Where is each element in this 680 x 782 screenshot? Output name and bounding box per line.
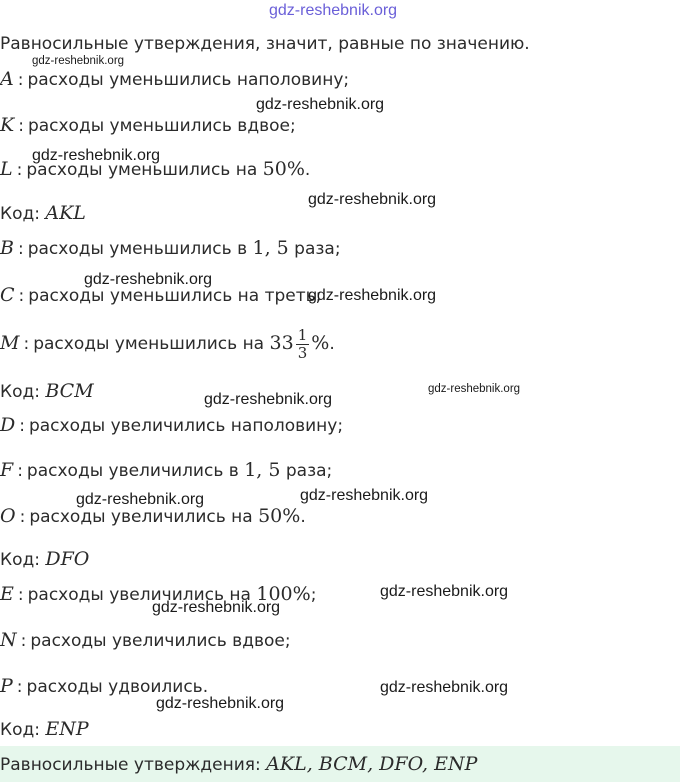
statement-text: расходы удвоились.: [26, 677, 209, 697]
statement-letter: A: [0, 68, 14, 90]
code-label: Код:: [0, 382, 40, 402]
watermark: gdz-reshebnik.org: [32, 55, 125, 67]
watermark: gdz-reshebnik.org: [380, 679, 509, 696]
fraction: [296, 327, 310, 362]
statement-letter: K: [0, 114, 15, 136]
code-line-dfo: [0, 548, 89, 571]
code-label: Код:: [0, 550, 40, 570]
watermark: gdz-reshebnik.org: [156, 695, 285, 712]
statement-text-after: раза;: [294, 239, 341, 259]
statement-text-after: раза;: [285, 461, 333, 481]
statement-text: расходы уменьшились наполовину;: [27, 70, 350, 90]
statement-a: A : расходы уменьшились наполовину;: [0, 68, 350, 90]
statement-end: .: [329, 334, 335, 354]
statement-text: расходы уменьшились на треть;: [28, 286, 322, 306]
watermark: gdz-reshebnik.org: [300, 487, 429, 504]
statement-letter: L: [0, 158, 13, 180]
percent-sign: %: [282, 505, 301, 527]
statement-d: D : расходы увеличились наполовину;: [0, 414, 344, 436]
statement-value: 50: [262, 158, 287, 180]
statement-value: 1, 5: [252, 237, 289, 259]
statement-end: .: [300, 507, 306, 527]
statement-letter: B: [0, 237, 14, 259]
statement-text: расходы уменьшились в: [27, 239, 248, 259]
statement-letter: F: [0, 459, 14, 481]
statement-text: расходы увеличились в: [26, 461, 239, 481]
watermark: gdz-reshebnik.org: [428, 383, 521, 395]
statement-letter: M: [0, 332, 20, 354]
statement-letter: O: [0, 505, 16, 527]
code-value: ENP: [45, 718, 89, 740]
statement-p: P : расходы удвоились.: [0, 675, 209, 697]
statement-end: .: [304, 160, 311, 180]
statement-b: B : расходы уменьшились в 1, 5 раза;: [0, 237, 341, 259]
watermark: gdz-reshebnik.org: [204, 391, 333, 408]
code-value: BCM: [45, 380, 94, 402]
statement-text: расходы уменьшились на: [33, 334, 265, 354]
code-line-akl: [0, 202, 86, 225]
statement-letter: D: [0, 414, 16, 436]
code-line-enp: [0, 718, 89, 741]
answer-bar: [0, 746, 680, 782]
statement-value: 33: [269, 332, 294, 354]
statement-text: расходы увеличились на: [29, 507, 253, 527]
watermark: gdz-reshebnik.org: [84, 271, 213, 288]
statement-value: 100: [256, 583, 293, 605]
intro-text: Равносильные утверждения, значит, равные по значению.: [0, 34, 530, 54]
statement-text: расходы уменьшились вдвое;: [27, 116, 296, 136]
statement-text: расходы увеличились на: [27, 585, 251, 605]
statement-letter: C: [0, 284, 15, 306]
statement-c: C : расходы уменьшились на треть;: [0, 284, 322, 306]
watermark-top: gdz-reshebnik.org: [269, 2, 398, 19]
statement-letter: P: [0, 675, 13, 697]
code-value: AKL: [45, 202, 86, 224]
statement-letter: E: [0, 583, 14, 605]
answer-line: [0, 753, 477, 776]
answer-codes: AKL, BCM, DFO, ENP: [266, 753, 478, 775]
statement-n: N : расходы увеличились вдвое;: [0, 629, 291, 651]
fraction-numerator: 1: [297, 325, 308, 344]
watermark: gdz-reshebnik.org: [256, 96, 385, 113]
code-label: Код:: [0, 204, 40, 224]
watermark: gdz-reshebnik.org: [76, 491, 205, 508]
fraction-denominator: 3: [297, 343, 308, 362]
statement-value: 1, 5: [244, 459, 281, 481]
statement-f: F : расходы увеличились в 1, 5 раза;: [0, 459, 333, 481]
statement-l: L : расходы уменьшились на 50%.: [0, 158, 311, 180]
watermark: gdz-reshebnik.org: [380, 583, 509, 600]
percent-sign: %: [292, 583, 311, 605]
watermark: gdz-reshebnik.org: [32, 147, 161, 164]
statement-o: O : расходы увеличились на 50%.: [0, 505, 306, 527]
statement-letter: N: [0, 629, 17, 651]
watermark: gdz-reshebnik.org: [308, 191, 437, 208]
statement-text: расходы увеличились наполовину;: [28, 416, 344, 436]
percent-sign: %: [311, 332, 330, 354]
code-line-bcm: [0, 380, 94, 403]
statement-k: K : расходы уменьшились вдвое;: [0, 114, 296, 136]
watermark: gdz-reshebnik.org: [308, 287, 437, 304]
statement-m: M : расходы уменьшились на 33 $\frac{1}{3}$ %.: [0, 325, 335, 362]
percent-sign: %: [286, 158, 305, 180]
code-label: Код:: [0, 720, 40, 740]
watermark: gdz-reshebnik.org: [152, 599, 281, 616]
statement-end: ;: [310, 585, 317, 605]
statement-e: E : расходы увеличились на 100%;: [0, 583, 317, 605]
code-value: DFO: [45, 548, 90, 570]
statement-text: расходы уменьшились на: [26, 160, 258, 180]
statement-value: 50: [258, 505, 283, 527]
statement-text: расходы увеличились вдвое;: [30, 631, 291, 651]
answer-label: Равносильные утверждения:: [0, 755, 261, 775]
